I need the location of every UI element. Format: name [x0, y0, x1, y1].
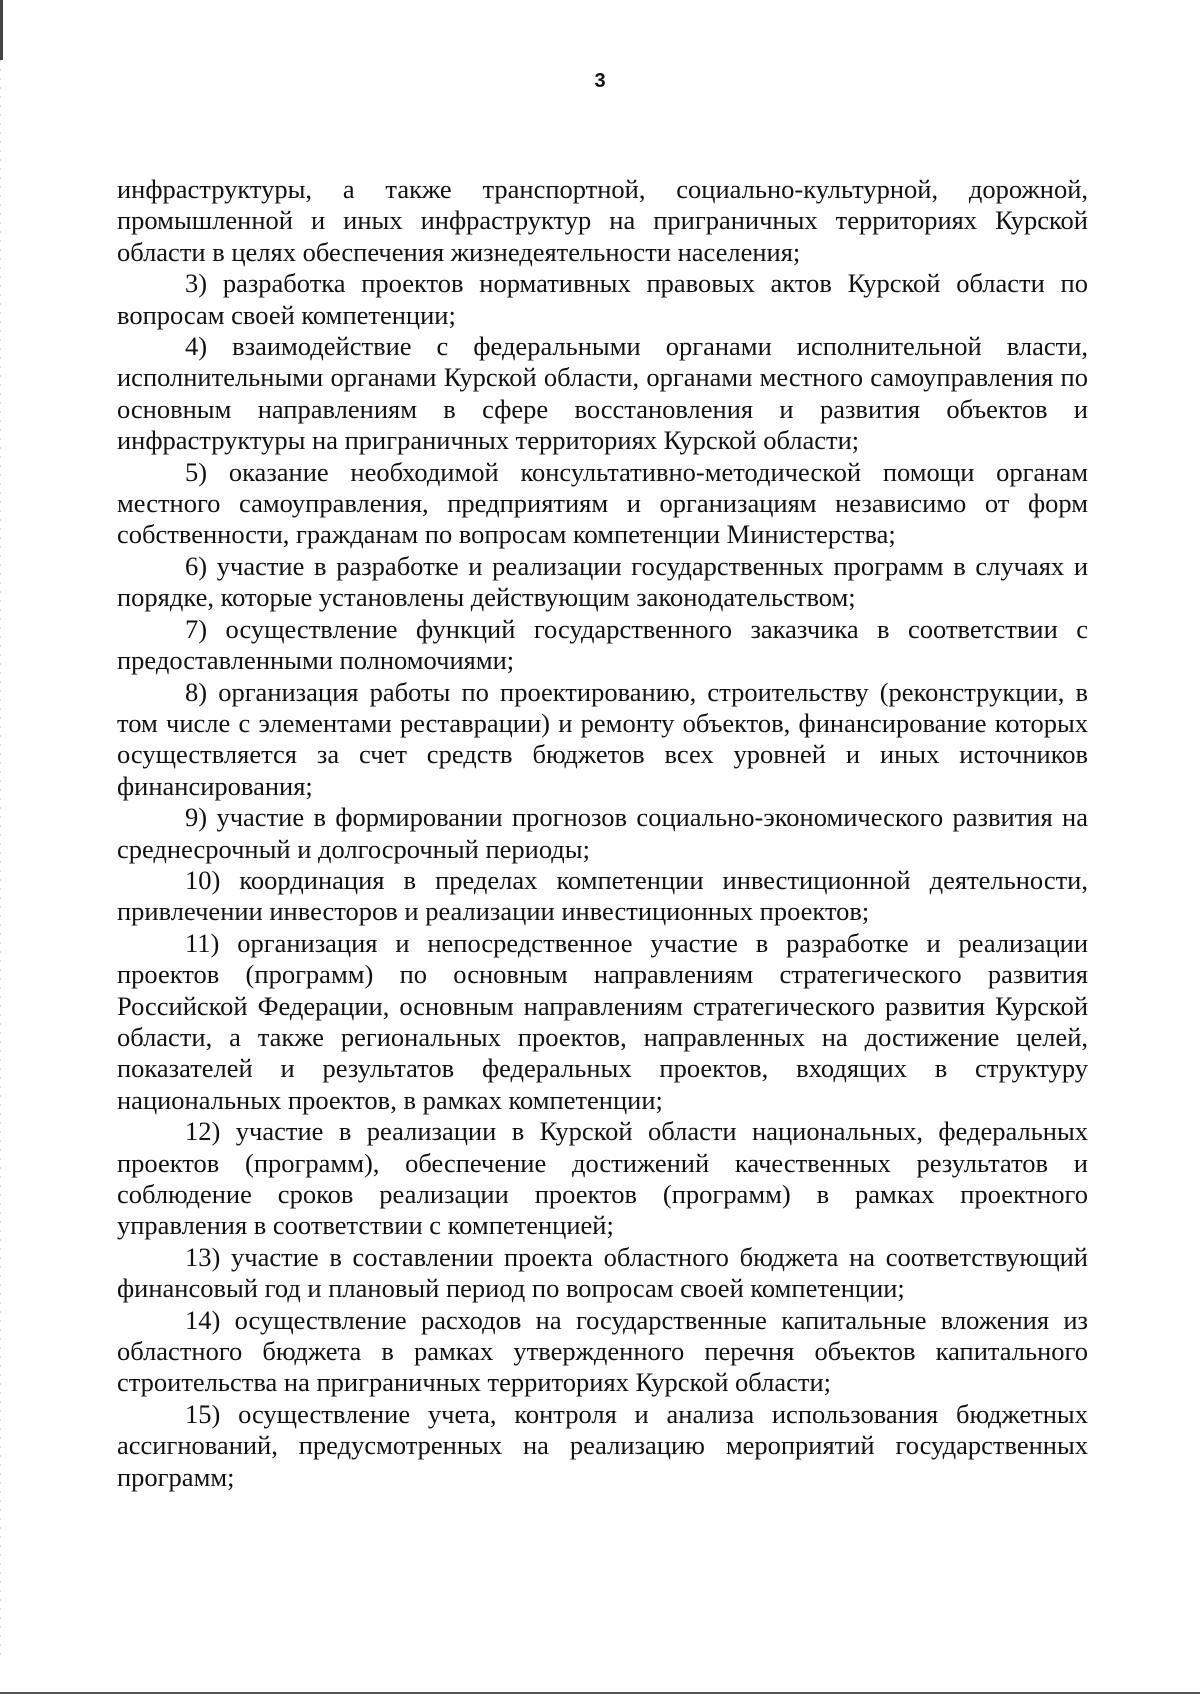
paragraph-item-8: 8) организация работы по проектированию, строительству (реконструкции, в том числе с элементами реставрации) и ремонту объектов, финансирование которых осуществляется за счет средств бюджетов всех уровней и иных источников финансирования; — [117, 676, 1088, 801]
document-body — [117, 174, 1088, 1493]
paragraph-item-14: 14) осуществление расходов на государственные капитальные вложения из областного бюджета в рамках утвержденного перечня объектов капитального строительства на приграничных территориях Курской области; — [117, 1304, 1088, 1398]
paragraph-item-15: 15) осуществление учета, контроля и анализа использования бюджетных ассигнований, предусмотренных на реализацию мероприятий государственных программ; — [117, 1398, 1088, 1492]
paragraph-item-3: 3) разработка проектов нормативных правовых актов Курской области по вопросам своей компетенции; — [117, 268, 1088, 330]
paragraph-item-7: 7) осуществление функций государственного заказчика в соответствии с предоставленными полномочиями; — [117, 613, 1088, 676]
page-bottom-rule — [0, 1692, 1200, 1694]
paragraph-item-9: 9) участие в формировании прогнозов социально-экономического развития на среднесрочный и долгосрочный периоды; — [117, 802, 1088, 864]
paragraph-item-6: 6) участие в разработке и реализации государственных программ в случаях и порядке, которые установлены действующим законодательством; — [117, 550, 1088, 613]
paragraph-item-5: 5) оказание необходимой консультативно-методической помощи органам местного самоуправления, предприятиям и организациям независимо от форм собственности, гражданам по вопросам компетенции Министерства; — [117, 456, 1088, 550]
scan-edge-mark — [0, 0, 3, 60]
page-number: 3 — [594, 70, 606, 92]
paragraph-continuation: инфраструктуры, а также транспортной, социально-культурной, дорожной, промышленной и иных инфраструктур на приграничных территориях Курской области в целях обеспечения жизнедеятельности населения; — [117, 174, 1088, 267]
paragraph-item-11: 11) организация и непосредственное участие в разработке и реализации проектов (программ) по основным направлениям стратегического развития Российской Федерации, основным направлениям стратегического развития Курской области, а также региональных проектов, направленных на достижение целей, показателей и результатов федеральных проектов, входящих в структуру национальных проектов, в рамках компетенции; — [117, 927, 1088, 1115]
paragraph-item-4: 4) взаимодействие с федеральными органами исполнительной власти, исполнительными органами Курской области, органами местного самоуправления по основным направлениям в сфере восстановления и развития объектов и инфраструктуры на приграничных территориях Курской области; — [117, 331, 1088, 456]
paragraph-item-12: 12) участие в реализации в Курской области национальных, федеральных проектов (программ), обеспечение достижений качественных результатов и соблюдение сроков реализации проектов (программ) в рамках проектного управления в соответствии с компетенцией; — [117, 1116, 1088, 1241]
paragraph-item-13: 13) участие в составлении проекта областного бюджета на соответствующий финансовый год и плановый период по вопросам своей компетенции; — [117, 1241, 1088, 1304]
scan-edge-artifact — [0, 60, 1, 1660]
paragraph-item-10: 10) координация в пределах компетенции инвестиционной деятельности, привлечении инвесторов и реализации инвестиционных проектов; — [117, 864, 1088, 927]
